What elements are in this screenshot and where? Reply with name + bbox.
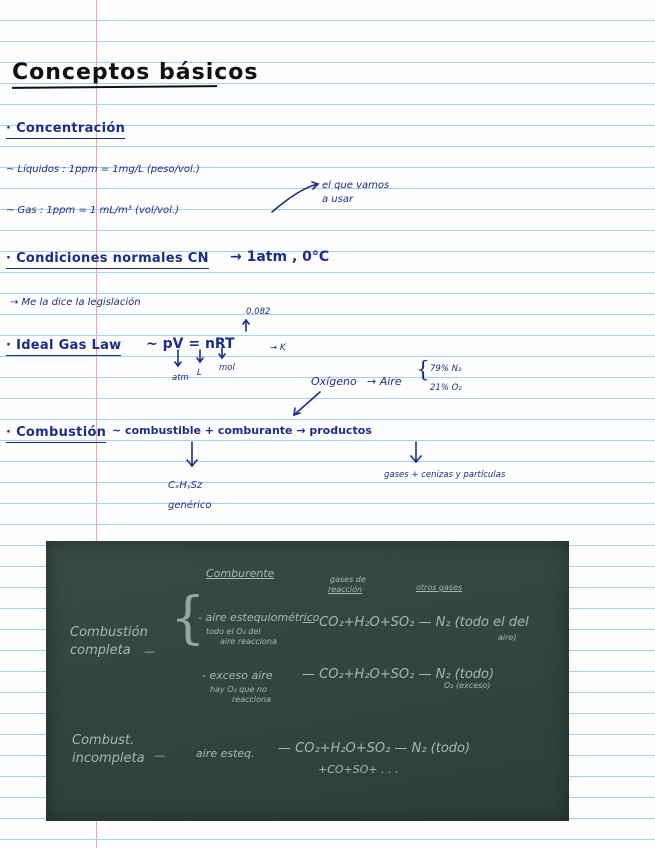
gas-line: ~ Gas : 1ppm = 1 mL/m³ (vol/vol.) xyxy=(6,205,180,216)
productos-detail: gases + cenizas y partículas xyxy=(384,470,506,480)
section-concentracion: · Concentración xyxy=(6,121,126,136)
n-unit: mol xyxy=(219,363,235,373)
blackboard-photo xyxy=(46,541,569,821)
board-aire-esteq: - aire estequiométrico xyxy=(198,611,320,624)
v-unit: L xyxy=(197,368,202,378)
board-dash-1: — xyxy=(144,645,155,658)
board-exceso-note-1: hay O₂ que no xyxy=(210,685,267,694)
board-dash-2: — xyxy=(154,749,165,762)
board-incompleta-2: incompleta xyxy=(72,751,145,766)
legislacion-line: → Me la dice la legislación xyxy=(10,297,141,308)
board-gases-reaccion-2: reacción xyxy=(328,585,363,594)
page-title: Conceptos básicos xyxy=(12,60,259,85)
fuel-generico: genérico xyxy=(168,500,212,511)
aire-o2: 21% O₂ xyxy=(430,383,462,393)
section-combustion: · Combustión xyxy=(6,425,107,440)
board-completa-1: Combustión xyxy=(70,625,148,640)
note-a-usar: a usar xyxy=(322,194,354,205)
board-brace: { xyxy=(170,586,206,651)
board-products-1: — CO₂+H₂O+SO₂ — N₂ (todo el del xyxy=(302,615,529,630)
board-products-2b: O₂ (exceso) xyxy=(444,681,491,690)
board-completa-2: completa xyxy=(70,643,131,658)
fuel-formula: CₓHᵧSz xyxy=(168,480,203,491)
p-unit: atm xyxy=(172,373,189,383)
board-exceso: - exceso aire xyxy=(202,669,273,682)
r-constant-value: 0.082 xyxy=(246,307,271,317)
note-el-que-vamos: el que vamos xyxy=(322,180,390,191)
aire-brace: { xyxy=(416,358,430,383)
section-gas-law: · Ideal Gas Law xyxy=(6,338,122,353)
section-condiciones: · Condiciones normales CN xyxy=(6,251,209,266)
gas-law-equation: ~ pV = nRT xyxy=(146,336,235,352)
oxigeno-label: Oxígeno xyxy=(311,375,357,388)
board-incompleta-1: Combust. xyxy=(72,733,135,748)
board-aire-esteq-note-1: todo el O₂ del xyxy=(206,627,261,636)
board-gases-reaccion-1: gases de xyxy=(330,575,366,584)
board-aire-esteq-inc: aire esteq. xyxy=(196,747,255,760)
board-products-3b: +CO+SO+ . . . xyxy=(318,763,399,776)
combustion-equation: ~ combustible + comburante → productos xyxy=(112,424,372,437)
board-exceso-note-2: reacciona xyxy=(232,695,271,704)
aire-label: → Aire xyxy=(367,375,402,388)
board-products-1b: aire) xyxy=(498,633,517,642)
condiciones-value: → 1atm , 0°C xyxy=(230,249,330,265)
t-unit: → K xyxy=(270,343,286,353)
board-products-2: — CO₂+H₂O+SO₂ — N₂ (todo) xyxy=(302,667,495,682)
liquidos-line: ~ Líquidos : 1ppm = 1mg/L (peso/vol.) xyxy=(6,164,200,175)
aire-n2: 79% N₂ xyxy=(430,364,462,374)
board-aire-esteq-note-2: aire reacciona xyxy=(220,637,277,646)
board-comburente: Comburente xyxy=(206,567,275,580)
board-products-3: — CO₂+H₂O+SO₂ — N₂ (todo) xyxy=(278,741,471,756)
board-otros-gases: otros gases xyxy=(416,583,463,592)
